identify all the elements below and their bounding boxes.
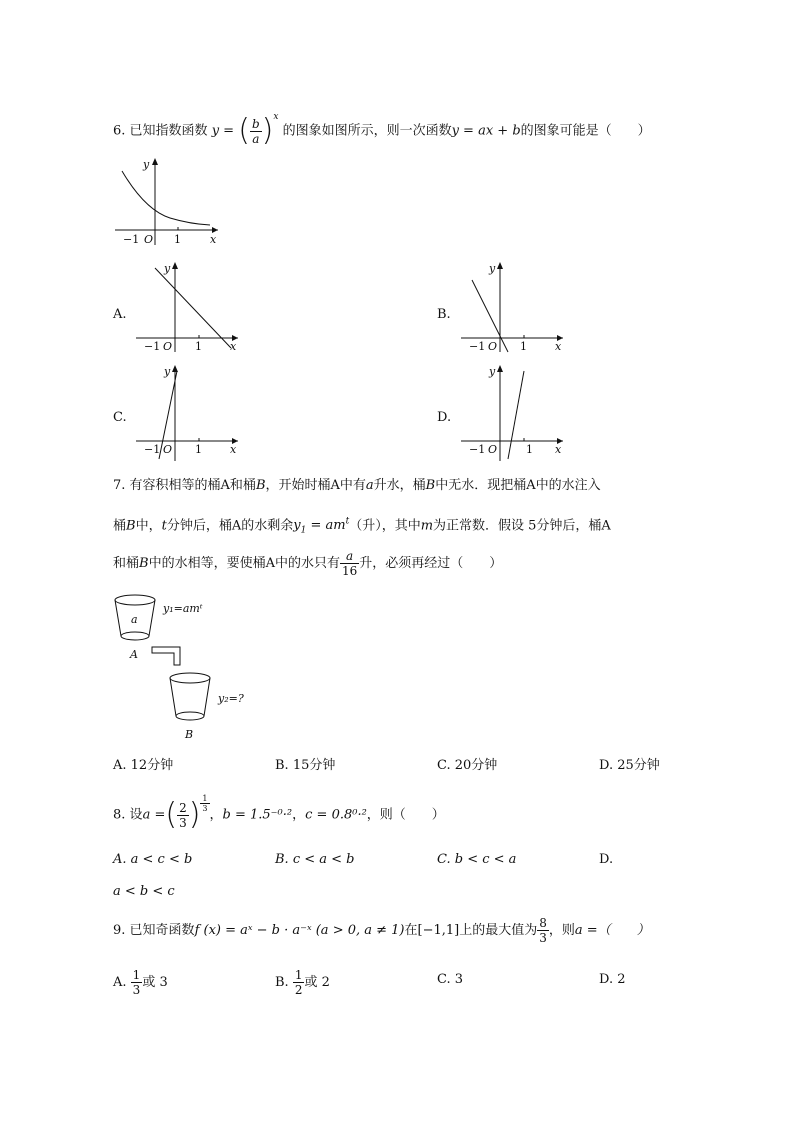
q7-bucket-b-label: B xyxy=(185,728,194,741)
q8-option-b[interactable]: B. c < a < b xyxy=(275,852,355,867)
q8-frac-num: 2 xyxy=(179,800,187,815)
q7-B-3: B xyxy=(126,518,136,534)
q6-number: 6. xyxy=(113,123,126,139)
q7-line1 xyxy=(113,476,601,496)
q6-b-ylabel: y xyxy=(489,262,496,275)
q7-line2-d: （升），其中 xyxy=(349,518,421,534)
q6-b-one: 1 xyxy=(520,340,527,353)
q6-c-neg1: −1 xyxy=(144,443,161,456)
q7-line1-b: ，开始时桶A中有 xyxy=(265,478,366,493)
q8-exp-num: 1 xyxy=(202,793,208,803)
q6-given-origin: O xyxy=(144,233,154,246)
q7-option-b[interactable]: B. 15分钟 xyxy=(275,758,336,773)
q6-paren-left: ( xyxy=(238,113,250,148)
q6-b-xlabel: x xyxy=(555,340,562,353)
q7-frac-den: 16 xyxy=(341,564,358,578)
q9-option-b-frac xyxy=(293,968,305,997)
q6-frac-num: b xyxy=(251,116,260,131)
q7-option-a[interactable]: A. 12分钟 xyxy=(113,758,174,773)
q6-a-one: 1 xyxy=(195,340,202,353)
q6-c-xlabel: x xyxy=(230,443,237,456)
q6-option-d-graph[interactable] xyxy=(458,363,573,463)
q9-a-den: 3 xyxy=(132,983,141,997)
q7-y2-label: y₂=? xyxy=(218,692,244,705)
q8-exp-den: 3 xyxy=(202,803,208,813)
q7-line2-a: 桶 xyxy=(113,518,127,534)
q6-func-y: y = xyxy=(211,123,235,139)
q9-option-c[interactable]: C. 3 xyxy=(437,972,464,987)
q7-line2-c: 分钟后，桶A的水剩余 xyxy=(166,518,294,534)
q9-option-d[interactable]: D. 2 xyxy=(599,972,626,987)
q6-d-neg1: −1 xyxy=(469,443,486,456)
q8-frac-den: 3 xyxy=(179,815,187,830)
q7-bucket-a-water: a xyxy=(131,613,138,626)
q6-c-one: 1 xyxy=(195,443,202,456)
q9-option-b[interactable] xyxy=(275,968,330,997)
q6-d-xlabel: x xyxy=(555,443,562,456)
q7-fraction-a-16 xyxy=(340,549,359,578)
q9-option-b-tail: 或 2 xyxy=(304,975,330,990)
q6-paren-right: ) xyxy=(261,113,274,148)
q9-stem xyxy=(113,916,650,945)
q6-fraction-b-over-a xyxy=(250,117,262,146)
q6-option-d-label: D. xyxy=(437,410,452,425)
q6-stem-mid: 的图象如图所示，则一次函数 xyxy=(282,123,452,139)
q6-d-ylabel: y xyxy=(489,365,496,378)
q9-option-a-tail: 或 3 xyxy=(142,975,168,990)
q9-frac-den: 3 xyxy=(539,931,547,945)
q6-given-one: 1 xyxy=(174,233,181,246)
q7-line3-c: 升，必须再经过（ ） xyxy=(359,556,503,571)
q6-a-xlabel: x xyxy=(230,340,237,353)
q7-bucket-a-label: A xyxy=(130,648,138,661)
q8-stem: 8. 设a =( $\frac{2}{3}$ ) $\frac{1}{3}$ ，b = 1.5⁻⁰·²，c = 0.8⁰·²，则（ ） xyxy=(113,793,445,832)
q7-option-c[interactable]: C. 20分钟 xyxy=(437,758,498,773)
q6-option-c-graph[interactable] xyxy=(133,363,248,463)
q8-option-a[interactable]: A. a < c < b xyxy=(113,852,193,867)
q7-frac-num: a xyxy=(340,549,359,564)
q6-option-a-label: A. xyxy=(113,307,127,322)
q8-option-c[interactable]: C. b < c < a xyxy=(437,852,517,867)
q6-exponent-x: x xyxy=(273,112,279,123)
q7-formula: $y_1 = am^t$ xyxy=(293,517,350,536)
q9-number: 9. xyxy=(113,923,126,938)
q6-option-b-label: B. xyxy=(437,307,451,322)
q6-given-graph xyxy=(110,155,225,250)
q8-paren-left: ( xyxy=(165,797,178,832)
q6-d-origin: O xyxy=(488,443,498,456)
q9-option-a[interactable] xyxy=(113,968,168,997)
q7-bucket-figure xyxy=(108,590,268,745)
q8-pre: 设 xyxy=(129,807,143,823)
q9-option-a-frac xyxy=(131,968,143,997)
q7-t: t xyxy=(161,518,167,534)
q8-number: 8. xyxy=(113,807,126,823)
q6-given-xlabel: x xyxy=(210,233,217,246)
q7-line3-b: 中的水相等，要使桶A中的水只有 xyxy=(148,556,340,571)
q8-option-d-wrap[interactable]: a < b < c xyxy=(113,884,175,899)
q9-post: ，则 xyxy=(548,923,575,938)
q7-line1-a: 有容积相等的桶A和桶 xyxy=(129,478,256,493)
q7-line3-a: 和桶 xyxy=(113,556,140,571)
q6-stem xyxy=(113,112,651,148)
q6-a-origin: O xyxy=(163,340,173,353)
q7-y1-label: y₁=amᵗ xyxy=(163,602,203,615)
q9-b-den: 2 xyxy=(294,983,303,997)
q6-c-origin: O xyxy=(163,443,173,456)
q6-func2: y = ax + b xyxy=(451,123,521,139)
q7-line3 xyxy=(113,549,502,578)
q8-fraction-2-3 xyxy=(177,801,189,830)
q7-line2 xyxy=(113,512,611,541)
q6-stem-post: 的图象可能是（ ） xyxy=(520,123,651,139)
q7-line1-d: 中无水．现把桶A中的水注入 xyxy=(435,478,601,493)
q6-a-ylabel: y xyxy=(164,262,171,275)
q8-a-eq: a = xyxy=(142,807,166,823)
q7-B-4: B xyxy=(139,556,149,571)
q6-stem-pre: 已知指数函数 xyxy=(129,123,208,139)
q7-line2-e: 为正常数．假设 5分钟后，桶A xyxy=(433,518,611,534)
q8-option-d[interactable]: D. xyxy=(599,852,614,867)
q6-given-ylabel: y xyxy=(143,158,150,171)
q9-frac-num: 8 xyxy=(539,916,547,930)
q7-line1-c: 升水，桶 xyxy=(373,478,426,493)
q8-b-expr: b = 1.5⁻⁰·² xyxy=(222,807,293,823)
q9-option-a-label: A. xyxy=(113,975,127,990)
q7-m: m xyxy=(420,518,434,534)
q8-exponent-third xyxy=(200,794,209,813)
q7-B-2: B xyxy=(425,478,436,493)
q7-option-d[interactable]: D. 25分钟 xyxy=(599,758,660,773)
q6-b-origin: O xyxy=(488,340,498,353)
q9-fraction-8-3 xyxy=(537,916,549,945)
q8-c-expr: c = 0.8⁰·² xyxy=(305,807,367,823)
q6-option-b-graph[interactable] xyxy=(458,260,573,355)
q6-option-c-label: C. xyxy=(113,410,127,425)
q9-mid: 在[−1,1]上的最大值为 xyxy=(404,923,538,938)
q7-a-1: a xyxy=(365,478,374,493)
q9-expr: f (x) = aˣ − b · a⁻ˣ (a > 0, a ≠ 1) xyxy=(194,923,405,938)
q8-paren-right: ) xyxy=(188,797,201,832)
q6-given-neg1: −1 xyxy=(123,233,140,246)
q6-a-neg1: −1 xyxy=(144,340,161,353)
q6-c-ylabel: y xyxy=(164,365,171,378)
q9-pre: 已知奇函数 xyxy=(129,923,195,938)
q6-frac-den: a xyxy=(252,131,260,146)
q7-B-1: B xyxy=(255,478,266,493)
q8-post: ，则（ ） xyxy=(366,807,445,823)
q7-number: 7. xyxy=(113,478,126,493)
q9-eq: a =（ ） xyxy=(574,923,650,938)
q7-line2-b: 中， xyxy=(135,518,162,534)
q6-option-a-graph[interactable] xyxy=(133,260,248,355)
q6-b-neg1: −1 xyxy=(469,340,486,353)
q9-option-b-label: B. xyxy=(275,975,289,990)
q6-d-one: 1 xyxy=(526,443,533,456)
q9-a-num: 1 xyxy=(132,968,141,982)
q9-b-num: 1 xyxy=(294,968,303,982)
